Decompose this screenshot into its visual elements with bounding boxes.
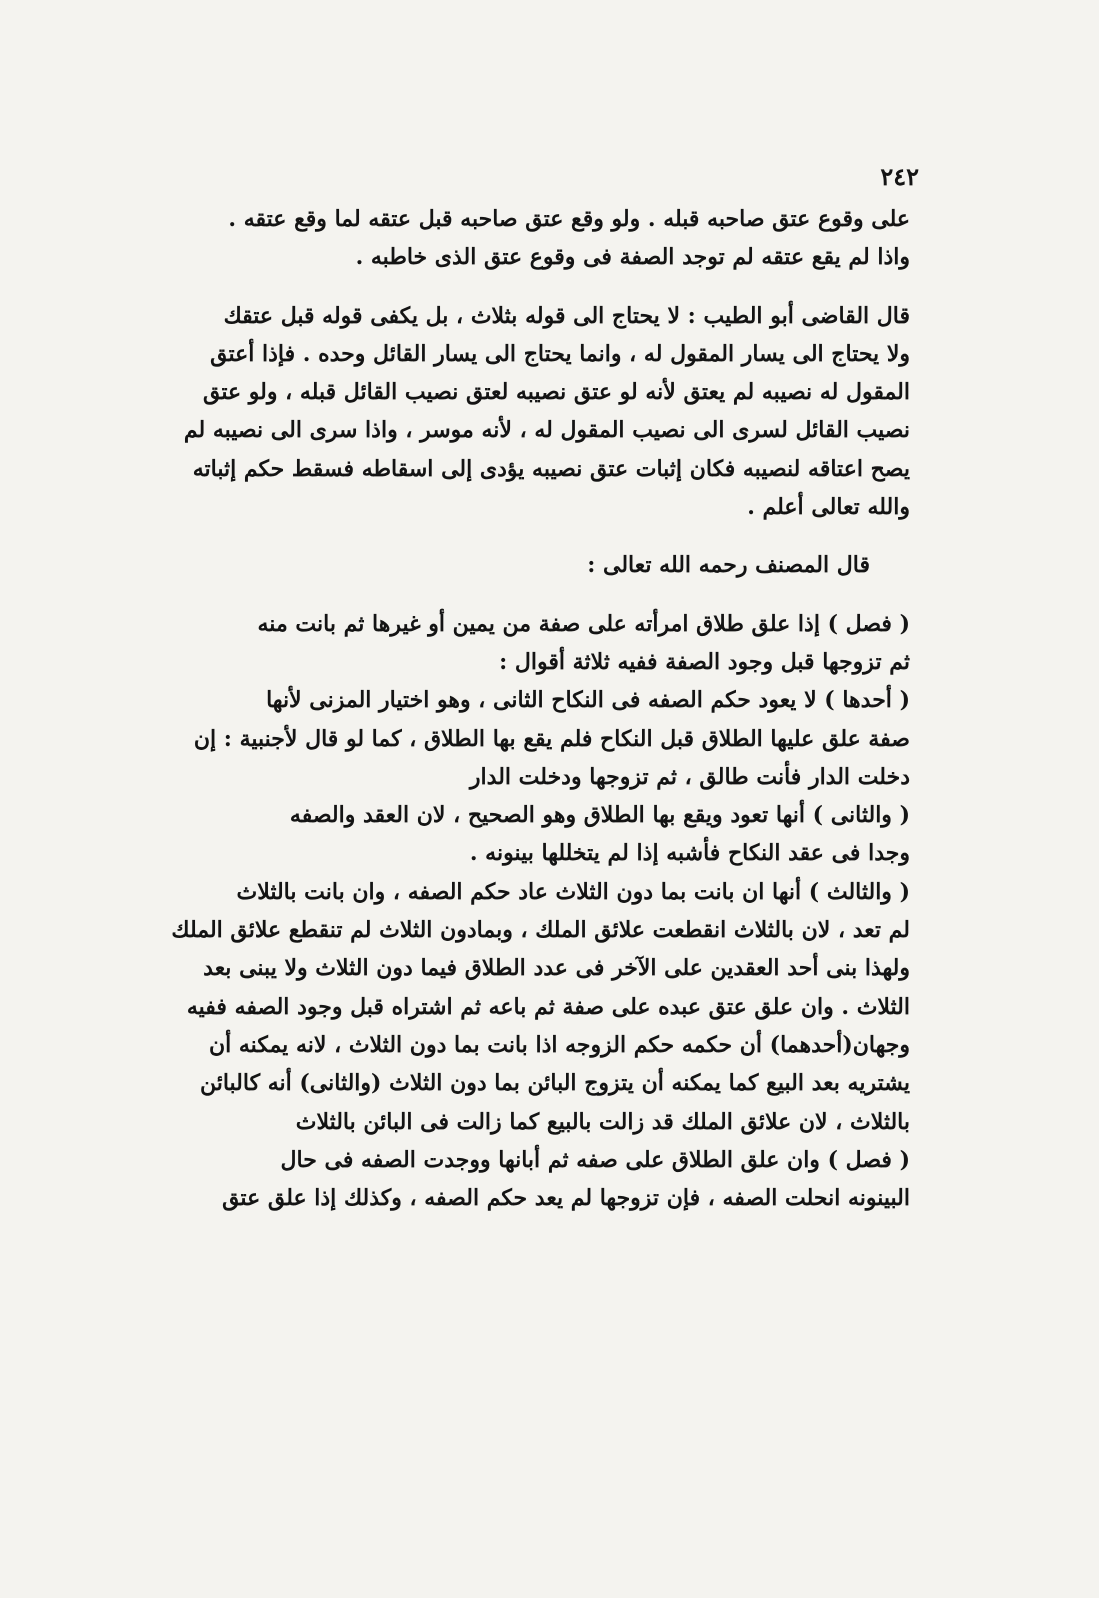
paragraph-gap [182,277,910,297]
text-line: ولا يحتاج الى يسار المقول له ، وانما يحتاج الى يسار القائل وحده . فإذا أعتق [210,340,910,367]
text-line: نصيب القائل لسرى الى نصيب المقول له ، لأنه موسر ، واذا سرى الى نصيبه لم [183,417,910,444]
text-line: ( أحدها ) لا يعود حكم الصفه فى النكاح الثانى ، وهو اختيار المزنى لأنها [266,687,910,714]
text-line: ثم تزوجها قبل وجود الصفة ففيه ثلاثة أقوال : [499,648,910,675]
text-line: يشتريه بعد البيع كما يمكنه أن يتزوج البائن بما دون الثلاث (والثانى) أنه كالبائن [199,1070,910,1097]
text-line: وجهان(أحدهما) أن حكمه حكم الزوجه اذا بانت بما دون الثلاث ، لانه يمكنه أن [208,1031,910,1058]
text-line: صفة علق عليها الطلاق قبل النكاح فلم يقع بها الطلاق ، كما لو قال لأجنبية : إن [193,725,910,752]
text-line: بالثلاث ، لان علائق الملك قد زالت بالبيع كما زالت فى البائن بالثلاث [295,1108,910,1135]
text-line: ( والثانى ) أنها تعود ويقع بها الطلاق وهو الصحيح ، لان العقد والصفه [289,802,910,829]
paragraph-gap [182,585,910,605]
text-line: قال القاضى أبو الطيب : لا يحتاج الى قوله بثلاث ، بل يكفى قوله قبل عتقك [223,302,910,329]
body-text [171,200,910,1217]
text-line: المقول له نصيبه لم يعتق لأنه لو عتق نصيبه لعتق نصيب القائل قبله ، ولو عتق [203,379,910,406]
text-line: ( فصل ) وان علق الطلاق على صفه ثم أبانها ووجدت الصفه فى حال [280,1146,910,1173]
text-line: دخلت الدار فأنت طالق ، ثم تزوجها ودخلت الدار [469,763,910,790]
text-line: وجدا فى عقد النكاح فأشبه إذا لم يتخللها بينونه . [469,840,910,867]
text-line: ولهذا بنى أحد العقدين على الآخر فى عدد الطلاق فيما دون الثلاث ولا يبنى بعد [203,955,910,982]
text-line: البينونه انحلت الصفه ، فإن تزوجها لم يعد حكم الصفه ، وكذلك إذا علق عتق [222,1185,910,1212]
text-line: على وقوع عتق صاحبه قبله . ولو وقع عتق صاحبه قبل عتقه لما وقع عتقه . [228,206,910,232]
paragraph-gap [182,526,910,546]
text-line: والله تعالى أعلم . [747,494,910,521]
section-heading: قال المصنف رحمه الله تعالى : [587,552,870,579]
text-line: ( والثالث ) أنها ان بانت بما دون الثلاث عاد حكم الصفه ، وان بانت بالثلاث [236,878,910,905]
text-line: واذا لم يقع عتقه لم توجد الصفة فى وقوع عتق الذى خاطبه . [355,244,910,271]
text-line: ( فصل ) إذا علق طلاق امرأته على صفة من يمين أو غيرها ثم بانت منه [257,610,910,637]
page-number: ٢٤٢ [880,162,919,191]
text-line: الثلاث . وان علق عتق عبده على صفة ثم باعه ثم اشتراه قبل وجود الصفه ففيه [186,993,910,1020]
text-line: يصح اعتاقه لنصيبه فكان إثبات عتق نصيبه يؤدى إلى اسقاطه فسقط حكم إثباته [192,455,910,482]
text-line: لم تعد ، لان بالثلاث انقطعت علائق الملك ، وبمادون الثلاث لم تنقطع علائق الملك [171,917,910,944]
